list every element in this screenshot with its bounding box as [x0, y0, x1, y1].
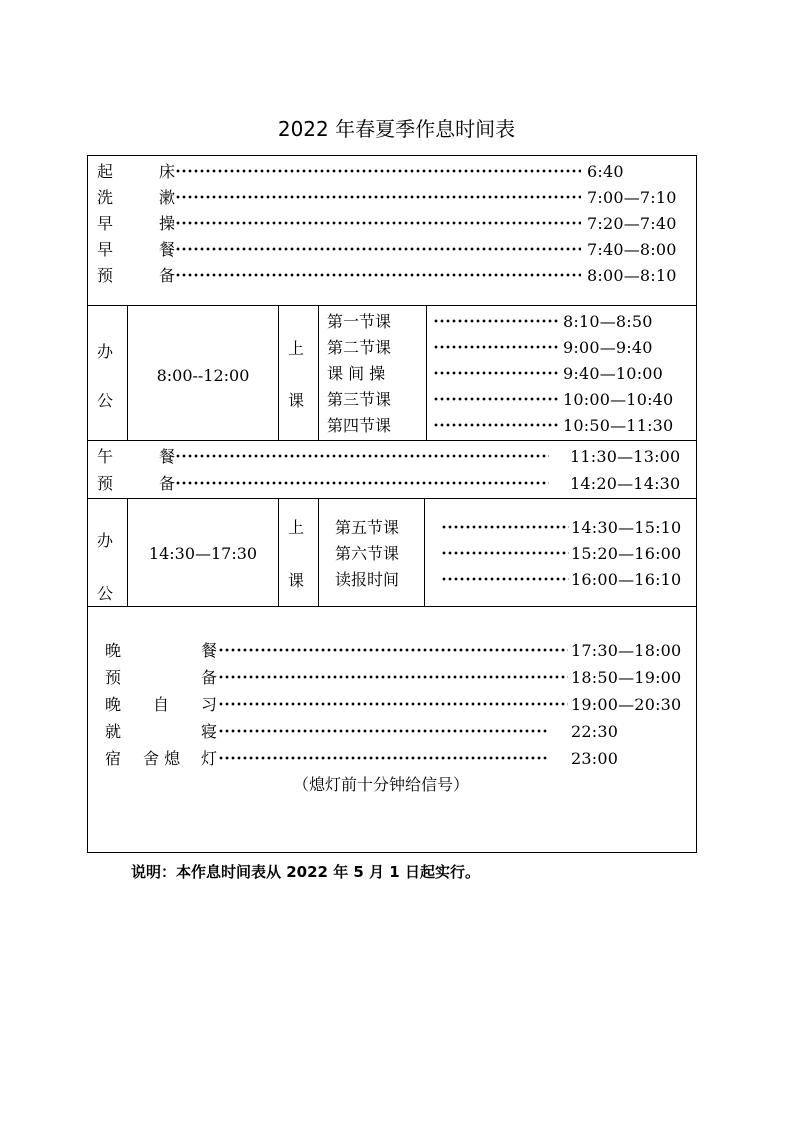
list-item: [105, 638, 695, 664]
list-item: [327, 335, 695, 361]
list-item: [327, 387, 695, 413]
dot-leader: [433, 422, 559, 428]
evening-section: [87, 606, 697, 853]
time-value: 6:40: [587, 162, 624, 181]
class-label: 课: [288, 571, 305, 590]
office-label: 办: [97, 531, 114, 550]
office-label: 公: [97, 584, 114, 603]
divider: [278, 499, 279, 606]
period-name: 课 间 操: [327, 364, 386, 383]
dot-leader: [218, 701, 568, 707]
time-value: 18:50—19:00: [571, 668, 682, 687]
noon-section: [87, 440, 697, 499]
item-label: 预: [97, 474, 114, 493]
class-label: 课: [288, 391, 305, 410]
page-title: 2022 年春夏季作息时间表: [277, 117, 516, 141]
time-value: 23:00: [571, 749, 619, 768]
dot-leader: [441, 524, 569, 530]
list-item: [335, 567, 695, 593]
dot-leader: [433, 318, 559, 324]
dot-leader: [433, 370, 559, 376]
dot-leader: [433, 344, 559, 350]
time-value: 7:40—8:00: [587, 240, 677, 259]
time-value: 9:00—9:40: [563, 338, 653, 357]
list-item: [97, 471, 692, 497]
office2-section: [87, 498, 697, 607]
item-label: 灯: [201, 749, 218, 768]
item-label: 操: [159, 214, 176, 233]
time-value: 14:20—14:30: [570, 474, 681, 493]
divider: [278, 306, 279, 440]
class-label: 上: [288, 518, 305, 537]
footer-note: 说明：本作息时间表从 2022 年 5 月 1 日起实行。: [131, 863, 480, 881]
class-label: 上: [288, 339, 305, 358]
item-label: 晚: [105, 641, 122, 660]
list-item: [327, 361, 695, 387]
item-label: 早: [97, 240, 114, 259]
period-name: 第二节课: [327, 338, 392, 357]
list-item: [97, 159, 692, 185]
list-item: [105, 719, 695, 745]
dot-leader: [441, 576, 569, 582]
dot-leader: [175, 480, 549, 486]
time-value: 19:00—20:30: [571, 695, 682, 714]
time-value: 9:40—10:00: [563, 364, 664, 383]
time-value: 14:30—15:10: [571, 518, 682, 537]
time-value: 8:00—8:10: [587, 266, 677, 285]
dot-leader: [441, 550, 569, 556]
dot-leader: [175, 246, 581, 252]
list-item: [335, 515, 695, 541]
office-label: 办: [97, 342, 114, 361]
period-name: 读报时间: [335, 570, 400, 589]
period-name: 第六节课: [335, 544, 400, 563]
period-name: 第三节课: [327, 390, 392, 409]
time-value: 17:30—18:00: [571, 641, 682, 660]
office1-section: [87, 305, 697, 441]
list-item: [327, 413, 695, 439]
list-item: [97, 263, 692, 289]
item-label: 宿: [105, 749, 122, 768]
list-item: [97, 444, 692, 470]
dot-leader: [218, 647, 568, 653]
item-label: 备: [159, 266, 176, 285]
morning-section: [87, 155, 697, 306]
dot-leader: [175, 168, 581, 174]
period-name: 第五节课: [335, 518, 400, 537]
list-item: [105, 692, 695, 718]
item-label: 早: [97, 214, 114, 233]
dot-leader: [218, 674, 568, 680]
office-label: 公: [97, 391, 114, 410]
time-value: 22:30: [571, 722, 619, 741]
item-label: 午: [97, 447, 114, 466]
list-item: [97, 185, 692, 211]
office-time-range: 14:30—17:30: [148, 544, 258, 563]
item-label: 习: [201, 695, 218, 714]
dot-leader: [175, 272, 581, 278]
dot-leader: [218, 728, 548, 734]
time-value: 8:10—8:50: [563, 312, 653, 331]
item-label: 餐: [159, 447, 176, 466]
item-label: 备: [201, 668, 218, 687]
time-value: 16:00—16:10: [571, 570, 682, 589]
signal-note: （熄灯前十分钟给信号）: [293, 775, 470, 794]
item-label: 预: [105, 668, 122, 687]
time-value: 10:50—11:30: [563, 416, 674, 435]
time-value: 7:20—7:40: [587, 214, 677, 233]
item-label: 晚: [105, 695, 122, 714]
item-label: 洗: [97, 188, 114, 207]
list-item: [105, 746, 695, 772]
divider: [318, 499, 319, 606]
time-value: 7:00—7:10: [587, 188, 677, 207]
item-label: 就: [105, 722, 122, 741]
time-value: 10:00—10:40: [563, 390, 674, 409]
item-label: 备: [159, 474, 176, 493]
item-label: 寝: [201, 722, 218, 741]
list-item: [97, 237, 692, 263]
item-label: 自: [153, 695, 170, 714]
time-value: 15:20—16:00: [571, 544, 682, 563]
time-value: 11:30—13:00: [570, 447, 681, 466]
period-name: 第一节课: [327, 312, 392, 331]
office-time-range: 8:00--12:00: [156, 366, 250, 385]
item-label: 漱: [159, 188, 176, 207]
list-item: [327, 309, 695, 335]
item-label: 床: [159, 162, 176, 181]
list-item: [335, 541, 695, 567]
dot-leader: [175, 453, 549, 459]
period-name: 第四节课: [327, 416, 392, 435]
divider: [318, 306, 319, 440]
list-item: [105, 665, 695, 691]
item-label: 舍 熄: [143, 749, 181, 768]
dot-leader: [175, 220, 581, 226]
dot-leader: [175, 194, 581, 200]
dot-leader: [433, 396, 559, 402]
list-item: [97, 211, 692, 237]
item-label: 起: [97, 162, 114, 181]
item-label: 餐: [159, 240, 176, 259]
item-label: 餐: [201, 641, 218, 660]
item-label: 预: [97, 266, 114, 285]
dot-leader: [218, 755, 548, 761]
